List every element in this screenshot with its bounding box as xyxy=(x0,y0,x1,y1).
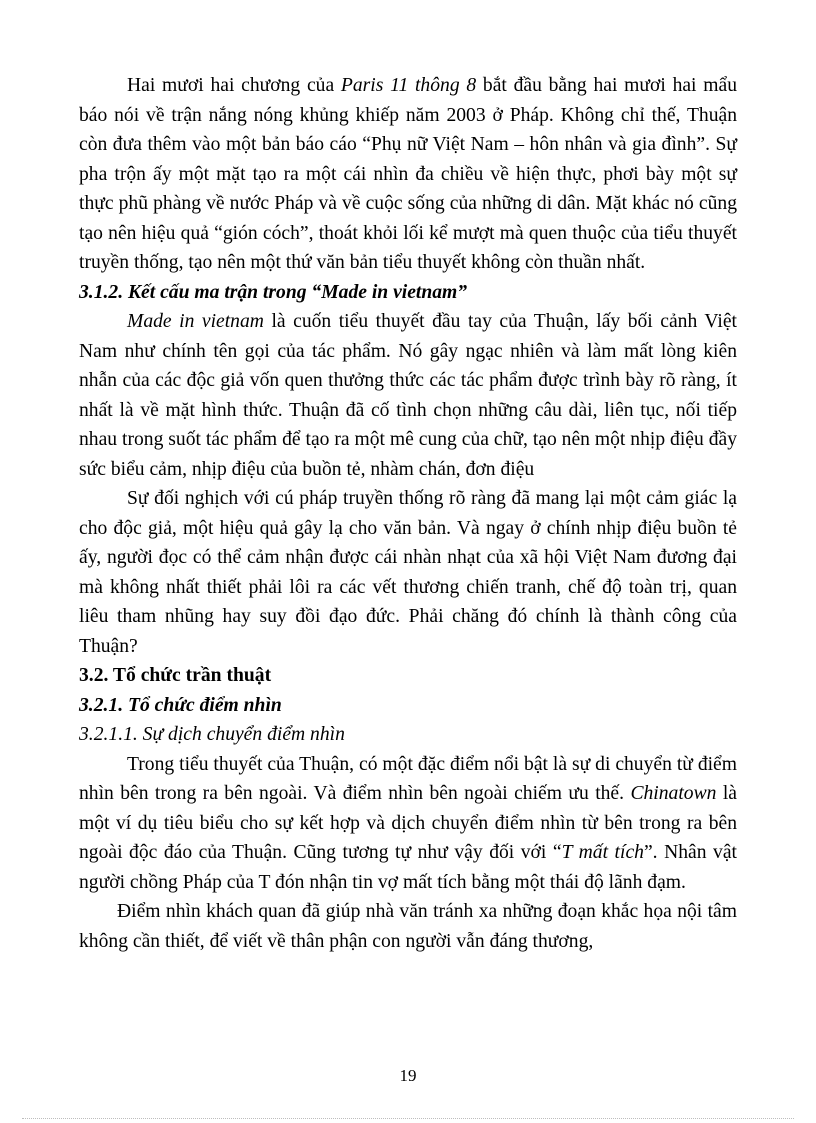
book-title-paris: Paris 11 thông 8 xyxy=(340,75,477,96)
heading-3-2-1-1: 3.2.1.1. Sự dịch chuyển điểm nhìn xyxy=(79,724,345,745)
paragraph-objective-view: Điểm nhìn khách quan đã giúp nhà văn tránh xa những đoạn khắc họa nội tâm không cần thiết, để viết về thân phận con người vẫn đáng thương, xyxy=(79,901,737,952)
text-run: Trong tiểu thuyết của Thuận, có một đặc điểm nổi bật là sự di chuyển từ điểm nhìn bên trong ra bên ngoài. Và điểm nhìn bên ngoài chiếm ưu thế. xyxy=(79,753,737,804)
text-run: là một ví dụ tiêu biểu cho sự kết hợp và dịch chuyển điểm nhìn từ bên trong ra bên ngoài độc đáo của Thuận. Cũng tương tự như vậy đối với “ xyxy=(79,783,737,863)
text-run: Hai mươi hai chương của xyxy=(127,75,341,96)
paragraph-paris-11-thong-8 xyxy=(79,71,737,278)
book-title-made-in-vietnam: Made in vietnam xyxy=(127,311,264,332)
book-title-t-mat-tich: T mất tích xyxy=(561,842,644,863)
heading-3-1-2: 3.1.2. Kết cấu ma trận trong “Made in vietnam” xyxy=(79,281,468,303)
text-run: bắt đầu bằng hai mươi hai mẩu báo nói về trận nắng nóng khủng khiếp năm 2003 ở Pháp. Không chỉ thế, Thuận còn đưa thêm vào một bản báo cáo “Phụ nữ Việt Nam – hôn nhân và gia đình”. Sự pha trộn ấy một mặt tạo ra một cái nhìn đa chiều về hiện thực, phơi bày một sự thực phũ phàng về nước Pháp và về cuộc sống của những di dân. Mặt khác nó cũng tạo nên hiệu quả “gión cóch”, thoát khỏi lối kể mượt mà quen thuộc của tiểu thuyết truyền thống, tạo nên một thứ văn bản tiểu thuyết không còn thuần nhất. xyxy=(79,75,737,273)
paragraph-point-of-view xyxy=(79,750,737,898)
paragraph-made-in-vietnam xyxy=(79,307,737,484)
text-run: ”. Nhân vật người chồng Pháp của T đón nhận tin vợ mất tích bằng một thái độ lãnh đạm. xyxy=(79,842,737,893)
page-number: 19 xyxy=(399,1066,417,1085)
text-run: là cuốn tiểu thuyết đầu tay của Thuận, lấy bối cảnh Việt Nam như chính tên gọi của tác phẩm. Nó gây ngạc nhiên và làm mất lòng kiên nhẫn của các độc giả vốn quen thưởng thức các tác phẩm được trình bày rõ ràng, ít nhất là về mặt hình thức. Thuận đã cố tình chọn những câu dài, liên tục, nối tiếp nhau trong suốt tác phẩm để tạo ra một mê cung của chữ, tạo nên một nhịp điệu đầy sức biểu cảm, nhịp điệu của buồn tẻ, nhàm chán, đơn điệu xyxy=(79,311,737,480)
book-title-chinatown: Chinatown xyxy=(630,783,717,804)
page-bottom-divider xyxy=(22,1118,794,1119)
heading-3-2: 3.2. Tổ chức trần thuật xyxy=(79,665,272,686)
page-content xyxy=(79,71,737,956)
paragraph-syntax-contrast: Sự đối nghịch với cú pháp truyền thống rõ ràng đã mang lại một cảm giác lạ cho độc giả, một hiệu quả gây lạ cho văn bản. Và ngay ở chính nhịp điệu buồn tẻ ấy, người đọc có thể cảm nhận được cái nhàn nhạt của xã hội Việt Nam đương đại mà không nhất thiết phải lôi ra các vết thương chiến tranh, chế độ toàn trị, quan liêu tham nhũng hay suy đồi đạo đức. Phải chăng đó chính là thành công của Thuận? xyxy=(79,488,737,657)
heading-3-2-1: 3.2.1. Tổ chức điểm nhìn xyxy=(79,694,282,716)
